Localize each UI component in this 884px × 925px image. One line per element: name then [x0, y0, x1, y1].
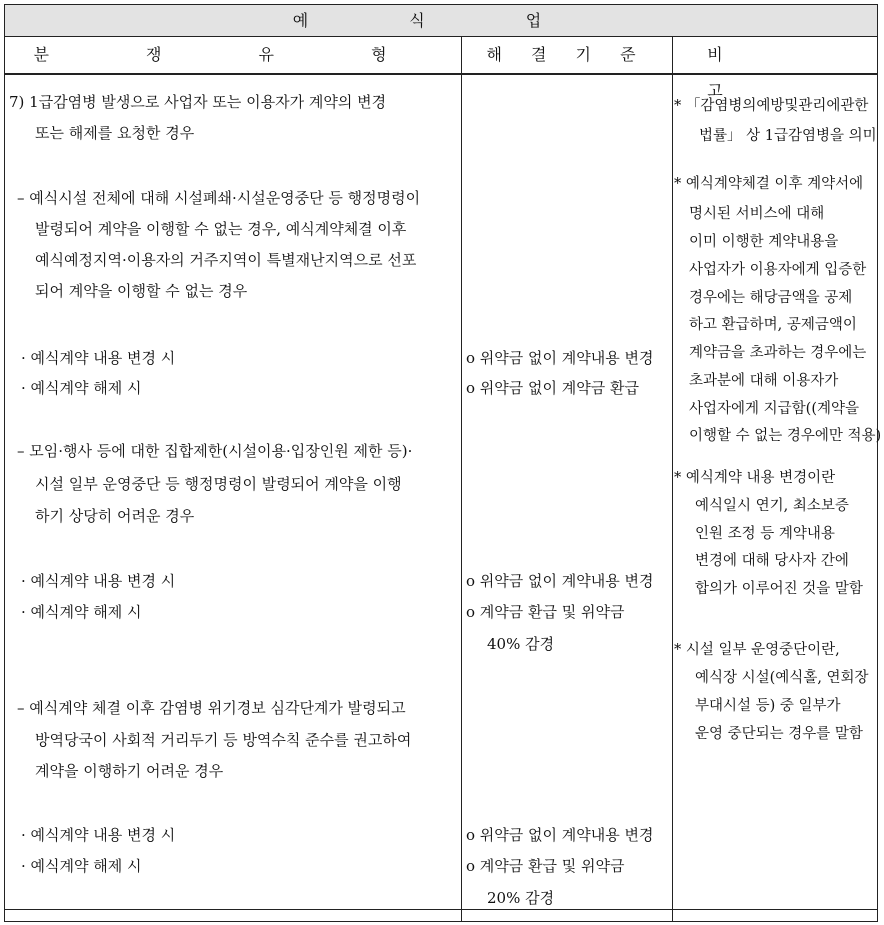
- note-line: * 예식계약 내용 변경이란: [674, 470, 836, 486]
- note-line: 운영 중단되는 경우를 말함: [695, 726, 863, 742]
- note-line: * 예식계약체결 이후 계약서에: [674, 176, 864, 192]
- note-line: 변경에 대해 당사자 간에: [695, 553, 849, 569]
- note-line: 부대시설 등) 중 일부가: [695, 698, 841, 714]
- item-heading: 7) 1급감염병 발생으로 사업자 또는 이용자가 계약의 변경: [9, 93, 387, 111]
- table-title: 예 식 업: [5, 5, 877, 37]
- case3-change-resolution: ο 위약금 없이 계약내용 변경: [466, 826, 654, 844]
- note-line: 계약금을 초과하는 경우에는: [689, 345, 867, 361]
- case1-line: 예식예정지역·이용자의 거주지역이 특별재난지역으로 선포: [35, 251, 417, 269]
- case3-line: 계약을 이행하기 어려운 경우: [35, 762, 224, 780]
- case1-cancel: · 예식계약 해제 시: [21, 379, 142, 397]
- column-divider: [672, 37, 673, 921]
- item-heading: 또는 해제를 요청한 경우: [35, 124, 195, 142]
- column-divider: [461, 37, 462, 921]
- case2-change: · 예식계약 내용 변경 시: [21, 572, 176, 590]
- header-note: 비 고: [673, 37, 877, 75]
- case2-line: – 모임·행사 등에 대한 집합제한(시설이용·입장인원 제한 등)·: [17, 442, 413, 460]
- case2-line: 하기 상당히 어려운 경우: [35, 507, 195, 525]
- note-line: 이행할 수 없는 경우에만 적용): [689, 428, 882, 444]
- note-line: 예식일시 연기, 최소보증: [695, 498, 849, 514]
- note-line: * 「감염병의예방및관리에관한: [674, 98, 869, 114]
- case1-line: 되어 계약을 이행할 수 없는 경우: [35, 282, 248, 300]
- note-line: 합의가 이루어진 것을 말함: [695, 581, 863, 597]
- case1-line: 발령되어 계약을 이행할 수 없는 경우, 예식계약체결 이후: [35, 220, 407, 238]
- table-bottom-rule: [5, 909, 877, 910]
- note-line: 명시된 서비스에 대해: [689, 206, 825, 222]
- case3-line: 방역당국이 사회적 거리두기 등 방역수칙 준수를 권고하여: [35, 731, 412, 749]
- note-line: 하고 환급하며, 공제금액이: [689, 317, 857, 333]
- case2-cancel: · 예식계약 해제 시: [21, 603, 142, 621]
- case3-cancel-resolution: 20% 감경: [487, 889, 555, 907]
- note-line: 법률」 상 1급감염병을 의미: [699, 128, 877, 144]
- case3-change: · 예식계약 내용 변경 시: [21, 826, 176, 844]
- case3-line: – 예식계약 체결 이후 감염병 위기경보 심각단계가 발령되고: [17, 699, 406, 717]
- case1-cancel-resolution: ο 위약금 없이 계약금 환급: [466, 379, 640, 397]
- dispute-table: [4, 4, 882, 922]
- note-line: 사업자가 이용자에게 입증한: [689, 262, 867, 278]
- case2-cancel-resolution: 40% 감경: [487, 635, 555, 653]
- header-dispute-type: 분 쟁 유 형: [5, 37, 461, 75]
- note-line: 예식장 시설(예식홀, 연회장: [695, 670, 869, 686]
- header-resolution-criteria: 해 결 기 준: [462, 37, 672, 75]
- case1-line: – 예식시설 전체에 대해 시설폐쇄·시설운영중단 등 행정명령이: [17, 189, 421, 207]
- case3-cancel-resolution: ο 계약금 환급 및 위약금: [466, 857, 625, 875]
- note-line: 인원 조정 등 계약내용: [695, 526, 835, 542]
- note-line: 사업자에게 지급함((계약을: [689, 401, 859, 417]
- note-line: * 시설 일부 운영중단이란,: [674, 642, 840, 658]
- case3-cancel: · 예식계약 해제 시: [21, 857, 142, 875]
- note-line: 경우에는 해당금액을 공제: [689, 290, 853, 306]
- case1-change: · 예식계약 내용 변경 시: [21, 349, 176, 367]
- case1-change-resolution: ο 위약금 없이 계약내용 변경: [466, 349, 654, 367]
- case2-line: 시설 일부 운영중단 등 행정명령이 발령되어 계약을 이행: [35, 475, 402, 493]
- case2-cancel-resolution: ο 계약금 환급 및 위약금: [466, 603, 625, 621]
- note-line: 이미 이행한 계약내용을: [689, 234, 839, 250]
- case2-change-resolution: ο 위약금 없이 계약내용 변경: [466, 572, 654, 590]
- note-line: 초과분에 대해 이용자가: [689, 373, 839, 389]
